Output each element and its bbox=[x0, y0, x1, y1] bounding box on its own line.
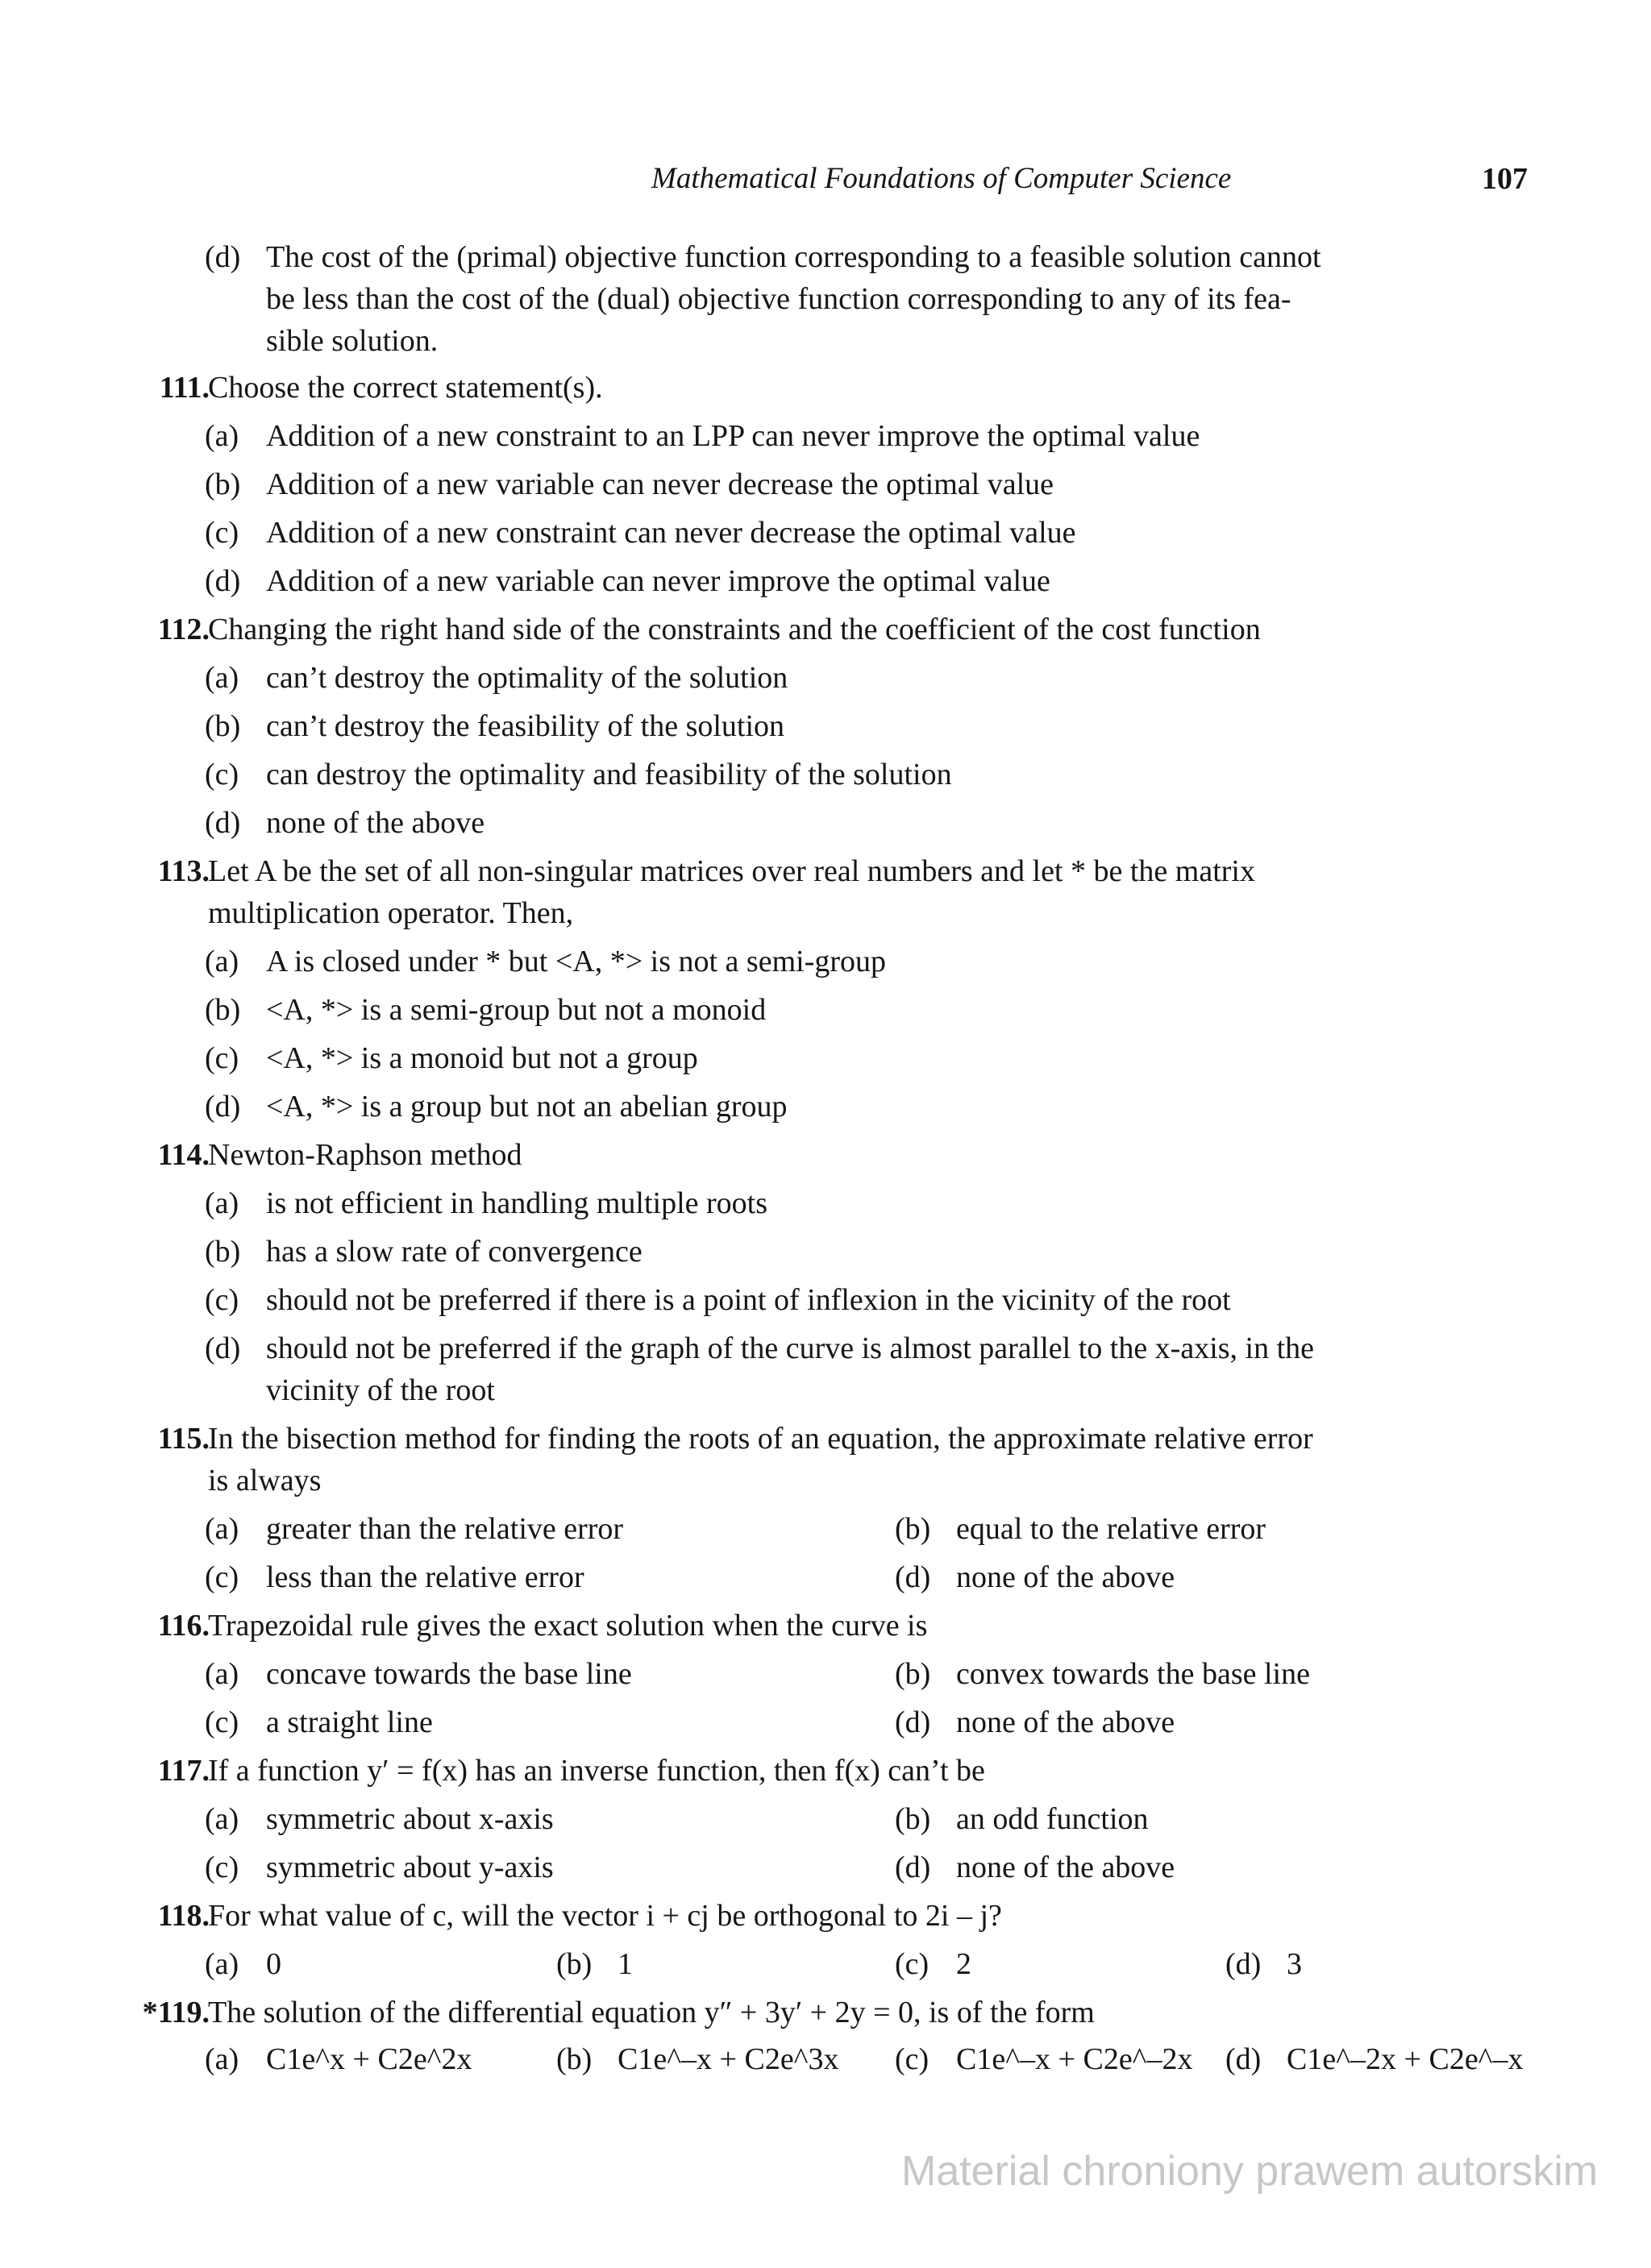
question-number: 112. bbox=[157, 613, 210, 646]
option-c: (c) can destroy the optimality and feasibility of the solution bbox=[205, 758, 952, 791]
question-number: 113. bbox=[157, 854, 210, 888]
option-label: (d) bbox=[205, 240, 241, 274]
question-number: 115. bbox=[157, 1422, 210, 1456]
question-text: Choose the correct statement(s). bbox=[208, 371, 603, 405]
question-number: 116. bbox=[157, 1609, 210, 1643]
option-b: (b) C1e^–x + C2e^3x bbox=[556, 2042, 839, 2076]
option-b: (b) has a slow rate of convergence bbox=[205, 1235, 643, 1269]
option-a: (a) Addition of a new constraint to an LPP can never improve the optimal value bbox=[205, 419, 1200, 453]
option-c: (c) 2 bbox=[895, 1947, 971, 1981]
carry-over-option bbox=[205, 239, 1321, 276]
carry-over-line-3: sible solution. bbox=[266, 324, 439, 358]
option-b: (b) <A, *> is a semi-group but not a monoid bbox=[205, 993, 767, 1027]
question-text: For what value of c, will the vector i + cj be orthogonal to 2i – j? bbox=[208, 1899, 1002, 1933]
question-number: 111. bbox=[159, 371, 210, 405]
question-number: *119. bbox=[142, 1996, 210, 2029]
question-text-line-1: Let A be the set of all non-singular matrices over real numbers and let * be the matrix bbox=[208, 854, 1255, 888]
question-text-line-2: multiplication operator. Then, bbox=[208, 896, 574, 930]
option-b: (b) 1 bbox=[556, 1947, 633, 1981]
carry-over-line-2: be less than the cost of the (dual) objective function corresponding to any of its fea- bbox=[266, 282, 1291, 316]
question-text: The solution of the differential equation y″ + 3y′ + 2y = 0, is of the form bbox=[208, 1996, 1095, 2029]
option-a: (a) greater than the relative error bbox=[205, 1512, 624, 1546]
option-b: (b) Addition of a new variable can never decrease the optimal value bbox=[205, 467, 1054, 501]
option-a: (a) A is closed under * but <A, *> is not a semi-group bbox=[205, 945, 886, 978]
question-text-line-1: In the bisection method for finding the roots of an equation, the approximate relative error bbox=[208, 1422, 1313, 1456]
carry-over-line-1: The cost of the (primal) objective function corresponding to a feasible solution cannot bbox=[266, 240, 1321, 274]
question-text-line-2: is always bbox=[208, 1464, 322, 1497]
option-b: (b) equal to the relative error bbox=[895, 1512, 1266, 1546]
option-c: (c) <A, *> is a monoid but not a group bbox=[205, 1041, 698, 1075]
option-a: (a) can’t destroy the optimality of the solution bbox=[205, 661, 788, 695]
option-c: (c) C1e^–x + C2e^–2x bbox=[895, 2042, 1193, 2076]
option-d: (d) none of the above bbox=[205, 806, 485, 840]
question-text: Changing the right hand side of the constraints and the coefficient of the cost function bbox=[208, 613, 1261, 646]
question-number: 118. bbox=[157, 1899, 210, 1933]
option-d: (d) none of the above bbox=[895, 1705, 1175, 1739]
question-text: If a function y′ = f(x) has an inverse function, then f(x) can’t be bbox=[208, 1754, 985, 1788]
question-number: 117. bbox=[157, 1754, 210, 1788]
question-number: 114. bbox=[157, 1138, 210, 1172]
running-head bbox=[0, 161, 1651, 201]
option-a: (a) concave towards the base line bbox=[205, 1657, 632, 1691]
option-a: (a) symmetric about x-axis bbox=[205, 1802, 554, 1836]
option-d: (d) <A, *> is a group but not an abelian group bbox=[205, 1090, 788, 1124]
option-d: (d) 3 bbox=[1225, 1947, 1302, 1981]
option-c: (c) less than the relative error bbox=[205, 1560, 584, 1594]
option-c: (c) should not be preferred if there is a point of inflexion in the vicinity of the root bbox=[205, 1283, 1231, 1317]
page-number: 107 bbox=[1482, 162, 1528, 196]
option-a: (a) C1e^x + C2e^2x bbox=[205, 2042, 472, 2076]
option-b: (b) convex towards the base line bbox=[895, 1657, 1310, 1691]
option-d: (d) Addition of a new variable can never improve the optimal value bbox=[205, 564, 1050, 598]
option-a: (a) 0 bbox=[205, 1947, 281, 1981]
option-d: (d) should not be preferred if the graph of the curve is almost parallel to the x-axis, in the bbox=[205, 1331, 1315, 1365]
option-d: (d) none of the above bbox=[895, 1560, 1175, 1594]
option-c: (c) symmetric about y-axis bbox=[205, 1851, 554, 1884]
question-text: Trapezoidal rule gives the exact solution when the curve is bbox=[208, 1609, 928, 1643]
option-b: (b) can’t destroy the feasibility of the solution bbox=[205, 709, 785, 743]
option-c: (c) a straight line bbox=[205, 1705, 433, 1739]
option-d: (d) none of the above bbox=[895, 1851, 1175, 1884]
option-c: (c) Addition of a new constraint can never decrease the optimal value bbox=[205, 516, 1076, 550]
option-d: (d) C1e^–2x + C2e^–x bbox=[1225, 2042, 1524, 2076]
option-b: (b) an odd function bbox=[895, 1802, 1149, 1836]
option-a: (a) is not efficient in handling multiple roots bbox=[205, 1186, 767, 1220]
copyright-watermark: Material chroniony prawem autorskim bbox=[901, 2148, 1599, 2195]
question-text: Newton-Raphson method bbox=[208, 1138, 522, 1172]
running-head-title: Mathematical Foundations of Computer Science bbox=[651, 162, 1232, 195]
option-d-continued: vicinity of the root bbox=[266, 1373, 495, 1407]
